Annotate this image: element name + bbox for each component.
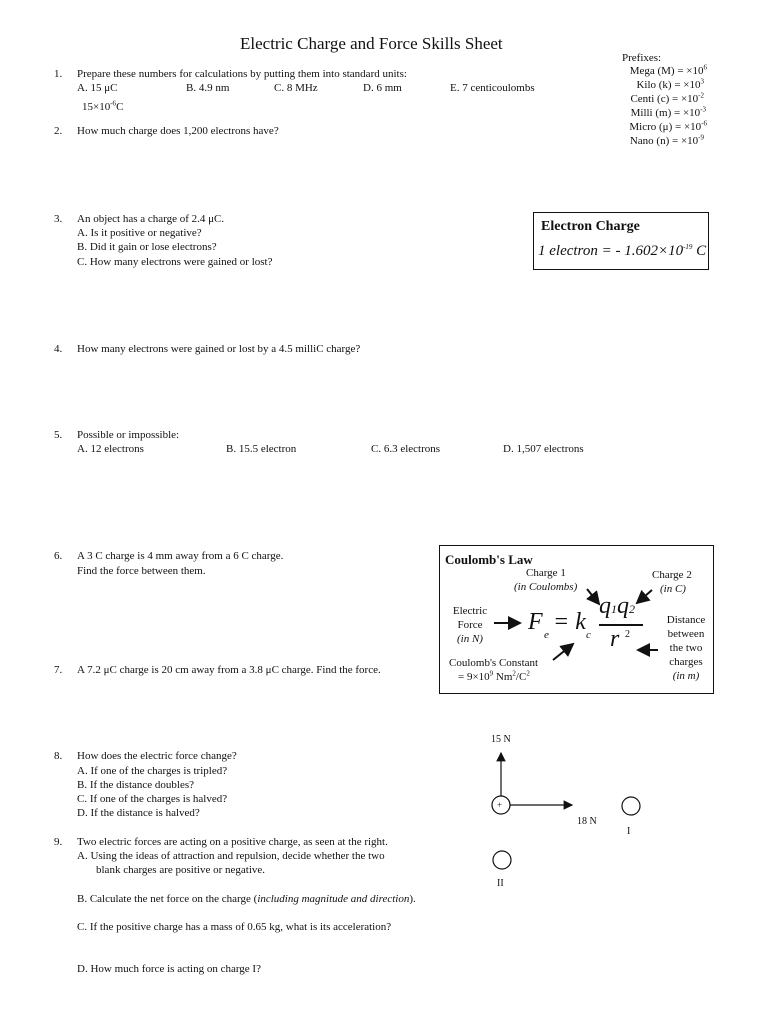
formula-r-exponent: 2	[625, 629, 630, 640]
prefix-row: Centi $(c) = \times 10^{-2}$	[630, 91, 704, 105]
option-a: A. 15 μC	[77, 82, 118, 94]
question-number: 3.	[54, 213, 63, 225]
coulomb-arrows	[440, 546, 713, 693]
coulombs-constant-value: = $9\times 10^9$ $Nm^2/C^2$	[458, 669, 530, 683]
prefix-row: Mega $(M) = \times 10^6$	[629, 63, 707, 77]
question-number: 9.	[54, 836, 63, 848]
question-number: 6.	[54, 550, 63, 562]
electron-charge-formula: 1 electron = - $1.602\times 10^{-19}$ C	[538, 243, 707, 259]
part-a-line2: blank charges are positive or negative.	[96, 864, 266, 876]
formula-equals-k: = k	[553, 609, 586, 635]
charge-II-label: II	[497, 878, 504, 889]
option-c: C. 6.3 electrons	[371, 443, 441, 455]
question-text: An object has a charge of 2.4 μC.	[77, 213, 225, 225]
question-text: How much charge does 1,200 electrons have?	[77, 125, 279, 137]
part-b: B. Calculate the net force on the charge (including magnitude and direction).	[77, 893, 416, 905]
formula-e-subscript: e	[544, 629, 549, 641]
question-text: A 7.2 μC charge is 20 cm away from a 3.8 μC charge. Find the force.	[77, 664, 381, 676]
question-text: Two electric forces are acting on a positive charge, as seen at the right.	[77, 836, 388, 848]
question-number: 1.	[54, 68, 63, 80]
part-a: A. Using the ideas of attraction and repulsion, decide whether the two	[77, 850, 385, 862]
part-d: D. If the distance is halved?	[77, 807, 200, 819]
part-a: A. If one of the charges is tripled?	[77, 765, 228, 777]
force-up-label: 15 N	[491, 734, 511, 745]
charge2-arrow	[637, 590, 652, 603]
distance-label: Distance between the two charges (in m)	[666, 614, 706, 682]
question-number: 5.	[54, 429, 63, 441]
coulombs-constant-label: Coulomb's Constant	[449, 657, 539, 669]
electron-charge-box	[533, 212, 709, 270]
charge1-unit: (in Coulombs)	[514, 581, 578, 593]
prefix-row: Milli $(m) = \times 10^{-3}$	[630, 105, 706, 119]
part-c: C. How many electrons were gained or lost?	[77, 256, 273, 268]
charge-II	[493, 851, 511, 869]
question-text: Possible or impossible:	[77, 429, 180, 441]
charge-I-label: I	[627, 826, 631, 837]
coulombs-law-title: Coulomb's Law	[445, 552, 533, 567]
option-d: D. 6 mm	[363, 82, 402, 94]
part-d: D. How much force is acting on charge I?	[77, 963, 261, 975]
charge-I	[622, 797, 640, 815]
handwritten-answer: $15\times 10^{-6}C$	[82, 99, 124, 113]
option-d: D. 1,507 electrons	[503, 443, 584, 455]
formula-numerator: q1q2	[599, 593, 635, 619]
coulombs-law-box	[439, 545, 714, 694]
question-text: A 3 C charge is 4 mm away from a 6 C charge.	[77, 550, 284, 562]
question-text: How does the electric force change?	[77, 750, 237, 762]
question-text-line2: Find the force between them.	[77, 565, 206, 577]
charge2-unit: (in C)	[660, 583, 686, 595]
formula-r: r	[610, 626, 620, 652]
charge1-label: Charge 1	[526, 567, 566, 579]
question-number: 7.	[54, 664, 63, 676]
part-b: B. If the distance doubles?	[77, 779, 194, 791]
formula-c-subscript: c	[586, 629, 591, 641]
option-c: C. 8 MHz	[274, 82, 318, 94]
question-text: Prepare these numbers for calculations by putting them into standard units:	[77, 68, 407, 80]
electron-charge-title: Electron Charge	[541, 219, 640, 234]
part-b: B. Did it gain or lose electrons?	[77, 241, 217, 253]
charge1-arrow	[587, 589, 599, 604]
part-c: C. If one of the charges is halved?	[77, 793, 228, 805]
question-number: 8.	[54, 750, 63, 762]
question-text: How many electrons were gained or lost by a 4.5 milliC charge?	[77, 343, 361, 355]
force-right-label: 18 N	[577, 816, 597, 827]
positive-charge-sign: +	[497, 800, 503, 810]
option-b: B. 4.9 nm	[186, 82, 230, 94]
part-a: A. Is it positive or negative?	[77, 227, 202, 239]
prefix-row: Kilo $(k) = \times 10^3$	[636, 77, 704, 91]
question-number: 2.	[54, 125, 63, 137]
prefixes-header: Prefixes:	[622, 52, 662, 64]
formula-F: F	[528, 609, 543, 635]
option-b: B. 15.5 electron	[226, 443, 297, 455]
prefix-row: Nano $(n) = \times 10^{-9}$	[629, 133, 704, 147]
option-a: A. 12 electrons	[77, 443, 144, 455]
prefix-row: Micro $(\mu) = \times 10^{-6}$	[629, 119, 707, 133]
charge2-label: Charge 2	[652, 569, 692, 581]
force-label: Electric Force (in N)	[452, 605, 488, 645]
question-number: 4.	[54, 343, 63, 355]
part-c: C. If the positive charge has a mass of 0.65 kg, what is its acceleration?	[77, 921, 392, 933]
constant-arrow	[553, 644, 573, 660]
option-e: E. 7 centicoulombs	[450, 82, 535, 94]
page-title: Electric Charge and Force Skills Sheet	[240, 34, 503, 53]
